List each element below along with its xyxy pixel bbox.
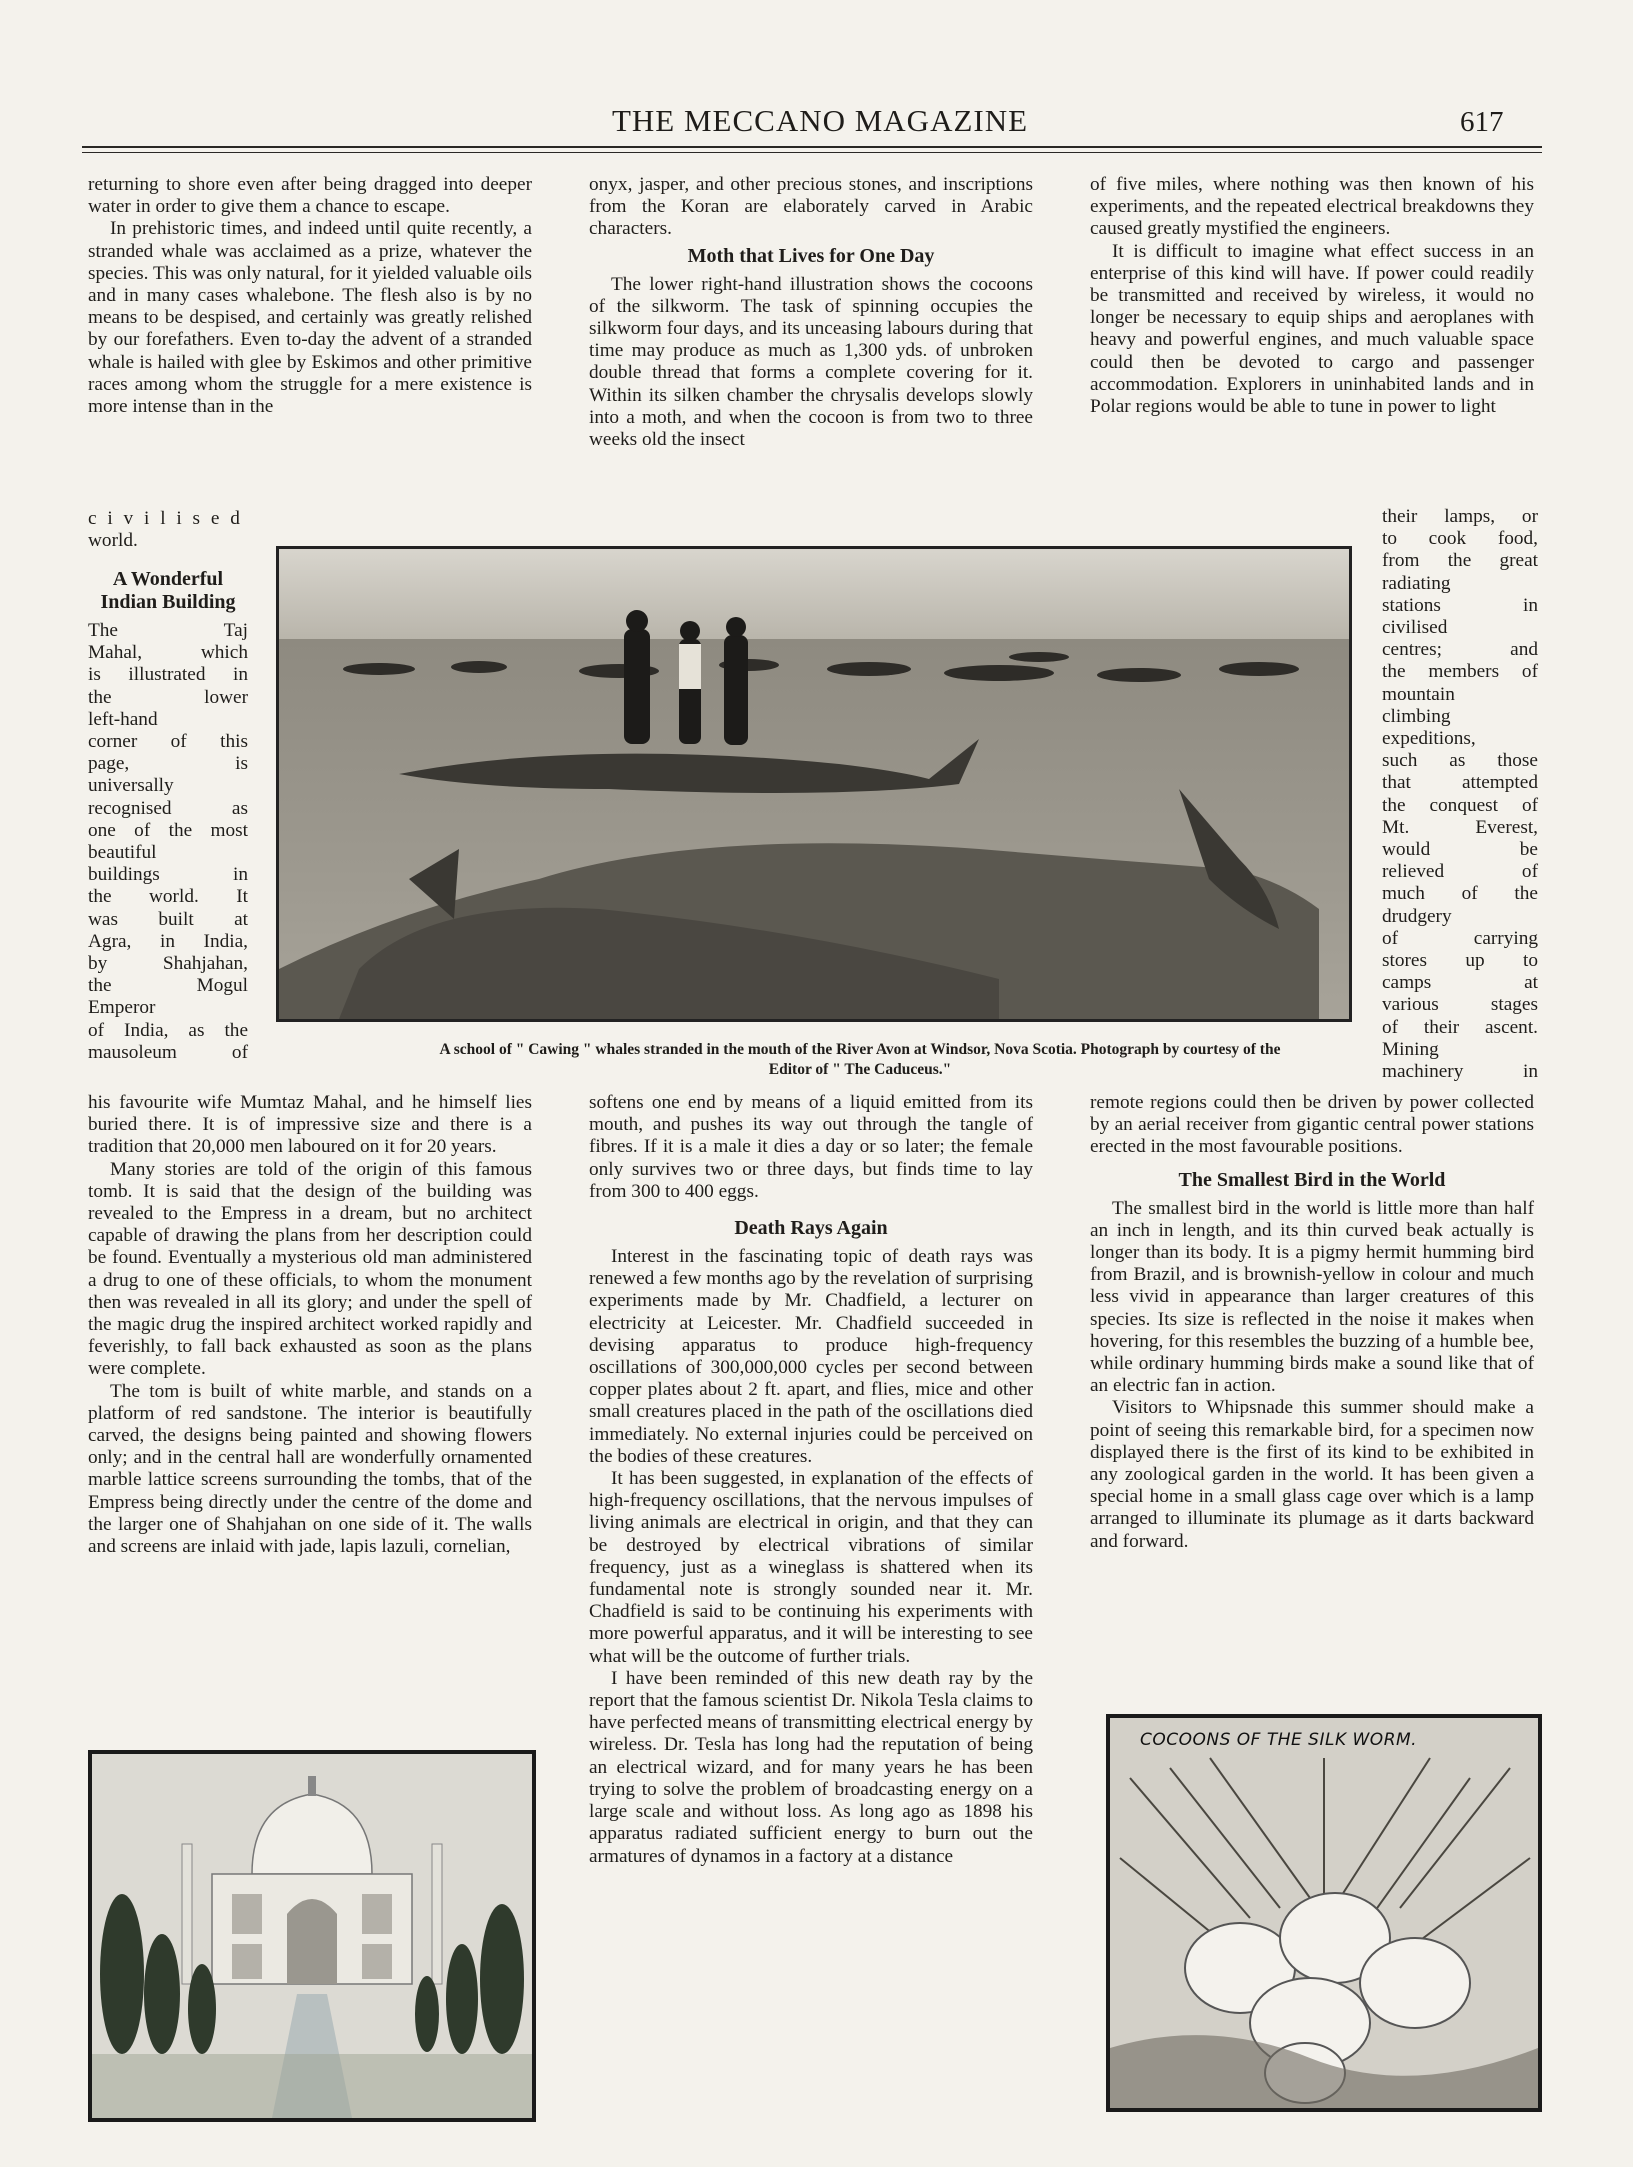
text-line: of their ascent. <box>1382 1016 1538 1038</box>
paragraph: onyx, jasper, and other precious stones, and inscriptions from the Koran are elaborately carved in Arabic characters. <box>589 174 1033 240</box>
text-line: mountain <box>1382 683 1455 705</box>
text-line: to cook food, <box>1382 528 1538 550</box>
text-line: stores up to <box>1382 950 1538 972</box>
text-line: by Shahjahan, <box>88 953 248 975</box>
text-line: much of the <box>1382 883 1538 905</box>
text-line: stations in <box>1382 594 1538 616</box>
right-column-bottom <box>1090 1092 1534 1553</box>
text-line: of India, as the <box>88 1019 248 1041</box>
section-heading: Death Rays Again <box>734 1217 888 1240</box>
taj-mahal-illustration <box>88 1750 536 2122</box>
text-line: drudgery <box>1382 905 1452 927</box>
text-line: centres; and <box>1382 639 1538 661</box>
header-rule-thin <box>82 152 1542 153</box>
photo-caption <box>310 1040 1410 1080</box>
text-line: recognised as <box>88 797 248 819</box>
section-heading: A Wonderful Indian Building <box>100 568 236 613</box>
cocoon-image-label: COCOONS OF THE SILK WORM. <box>1140 1730 1418 1750</box>
paragraph: It is difficult to imagine what effect success in an enterprise of this kind will have. If power could readily be transmitted and received by wireless, it would no longer be necessary to equip ships and aeroplanes with heavy and powerful engines, and much valuable space could then be devoted to cargo and passenger accommodation. Explorers in uninhabited lands and in Polar regions would be able to tune in power to light <box>1090 240 1534 418</box>
paragraph: remote regions could then be driven by power collected by an aerial receiver from gigantic central power stations erected in the most favourable positions. <box>1090 1092 1534 1158</box>
text-line: expeditions, <box>1382 728 1476 750</box>
middle-column-bottom <box>589 1092 1033 1868</box>
text-line: the lower <box>88 686 248 708</box>
left-column-bottom <box>88 1092 532 1558</box>
text-line: The Taj <box>88 620 248 641</box>
paragraph: The smallest bird in the world is little more than half an inch in length, and its thin curved beak actually is longer than its body. It is a pigmy hermit humming bird from Brazil, and is brownish-yellow in colour and much less vivid in appearance than larger creatures of this species. Its size is reflected in the noise it makes when hovering, for this resembles the buzzing of a humble bee, while ordinary humming birds make a sound like that of an electric fan in action. <box>1090 1197 1534 1397</box>
paragraph: The lower right-hand illustration shows the cocoons of the silkworm. The task of spinning occupies the silkworm four days, and its unceasing labours during that time may produce as much as 1,300 yds. of unbroken double thread that forms a complete covering for it. Within its silken chamber the chrysalis develops slowly into a moth, and when the cocoon is from two to three weeks old the insect <box>589 273 1033 451</box>
text-line: left-hand <box>88 708 158 730</box>
paragraph: Many stories are told of the origin of this famous tomb. It is said that the design of the building was revealed to the Empress in a dream, but no architect capable of drawing the plans from her description could be found. Eventually a mysterious old man administered a drug to one of these officials, to whom the monument then was revealed in all its glory; and under the spell of the magic drug the inspired architect worked rapidly and feverishly, to fall back exhausted as soon as the plans were complete. <box>88 1158 532 1380</box>
paragraph: It has been suggested, in explanation of the effects of high-frequency oscillations, that the nervous impulses of living animals are electrical in origin, and that they can be destroyed by electrical vibrations of similar frequency, just as a wineglass is shattered when its fundamental note is strongly sounded near it. Mr. Chadfield is said to be continuing his experiments with more powerful apparatus, and it will be interesting to see what will be the outcome of further trials. <box>589 1468 1033 1667</box>
text-line: climbing <box>1382 705 1451 727</box>
paragraph: softens one end by means of a liquid emitted from its mouth, and pushes its way out through the tangle of fibres. If it is a male it dies a day or so later; the female only survives two or three days, but finds time to lay from 300 to 400 eggs. <box>589 1092 1033 1202</box>
section-heading: The Smallest Bird in the World <box>1178 1168 1446 1191</box>
text-line: that attempted <box>1382 772 1538 794</box>
text-line: such as those <box>1382 750 1538 772</box>
text-line: the conquest of <box>1382 794 1538 816</box>
text-line: c i v i l i s e d <box>88 508 243 529</box>
text-line: of carrying <box>1382 927 1538 949</box>
right-lines <box>1382 506 1538 1083</box>
text-line: from the great <box>1382 550 1538 572</box>
left-column-top <box>88 174 532 418</box>
text-line: various stages <box>1382 994 1538 1016</box>
text-line: Mining <box>1382 1038 1439 1060</box>
text-line: page, is <box>88 753 248 775</box>
whale-photograph <box>276 546 1352 1022</box>
paragraph: The tom is built of white marble, and stands on a platform of red sandstone. The interior is beautifully carved, the designs being painted and showing flowers only; and in the central hall are wonderfully ornamented marble lattice screens surrounding the tombs, that of the Empress being directly under the centre of the dome and the larger one of Shahjahan on one side of it. The walls and screens are inlaid with jade, lapis lazuli, cornelian, <box>88 1380 532 1558</box>
text-line: beautiful <box>88 842 157 864</box>
text-line: corner of this <box>88 731 248 753</box>
text-line: Mahal, which <box>88 642 248 664</box>
text-line: is illustrated in <box>88 664 248 686</box>
text-line: civilised <box>1382 617 1448 639</box>
taj-lines <box>88 620 248 1064</box>
text-line: buildings in <box>88 864 248 886</box>
text-line: universally <box>88 775 174 797</box>
text-line: would be <box>1382 839 1538 861</box>
magazine-title: THE MECCANO MAGAZINE <box>611 103 1029 138</box>
caption-line: Editor of " The Caduceus." <box>768 1061 952 1078</box>
right-narrow-column <box>1382 506 1538 1083</box>
text-line: world. <box>88 530 138 552</box>
text-line: relieved of <box>1382 861 1538 883</box>
header-rule <box>82 146 1542 148</box>
text-line: the world. It <box>88 886 248 908</box>
text-line: radiating <box>1382 572 1451 594</box>
silkworm-cocoons-illustration <box>1106 1714 1542 2112</box>
text-line: mausoleum of <box>88 1041 248 1063</box>
whale-scene-image <box>279 549 1349 1019</box>
paragraph: his favourite wife Mumtaz Mahal, and he himself lies buried there. It is of impressive size and there is a tradition that 20,000 men laboured on it for 20 years. <box>88 1092 532 1158</box>
paragraph: of five miles, where nothing was then known of his experiments, and the repeated electrical breakdowns they caused greatly mystified the engineers. <box>1090 174 1534 240</box>
paragraph: Interest in the fascinating topic of death rays was renewed a few months ago by the revelation of surprising experiments made by Mr. Chadfield, a lecturer on electricity at Leicester. Mr. Chadfield succeeded in devising apparatus to produce high-frequency oscillations of 300,000,000 cycles per second between copper plates about 2 ft. apart, and flies, mice and other small creatures placed in the path of the oscillations died immediately. No external injuries could be perceived on the bodies of these creatures. <box>589 1246 1033 1467</box>
text-line: machinery in <box>1382 1061 1538 1083</box>
text-line: was built at <box>88 908 248 930</box>
text-line: one of the most <box>88 819 248 841</box>
taj-narrow-column <box>88 564 248 1064</box>
paragraph: returning to shore even after being dragged into deeper water in order to give them a chance to escape. <box>88 174 532 218</box>
paragraph: Visitors to Whipsnade this summer should make a point of seeing this remarkable bird, for a specimen now displayed there is the first of its kind to be exhibited in any zoological garden in the world. It has been given a special home in a small glass cage over which is a lamp arranged to illuminate its plumage as it darts backward and forward. <box>1090 1397 1534 1552</box>
text-line: Agra, in India, <box>88 930 248 952</box>
middle-column-top <box>589 174 1033 451</box>
taj-mahal-image <box>92 1754 532 2118</box>
caption-line: A school of " Cawing " whales stranded in the mouth of the River Avon at Windsor, Nova Scotia. Photograph by courtesy of the <box>439 1041 1281 1058</box>
text-line: Emperor <box>88 997 156 1019</box>
text-line: Mt. Everest, <box>1382 816 1538 838</box>
page-number: 617 <box>1460 106 1504 138</box>
left-column-tail <box>88 508 248 552</box>
right-column-top <box>1090 174 1534 418</box>
text-line: camps at <box>1382 972 1538 994</box>
cocoons-image <box>1110 1718 1538 2108</box>
paragraph: In prehistoric times, and indeed until quite recently, a stranded whale was acclaimed as a prize, whatever the species. This was only natural, for it yielded valuable oils and in many cases whalebone. The flesh also is by no means to be despised, and certainly was greatly relished by our forefathers. Even to-day the advent of a stranded whale is hailed with glee by Eskimos and other primitive races among whom the struggle for a mere existence is more intense than in the <box>88 218 532 418</box>
text-line: the members of <box>1382 661 1538 683</box>
text-line: the Mogul <box>88 975 248 997</box>
paragraph: I have been reminded of this new death ray by the report that the famous scientist Dr. Nikola Tesla claims to have perfected means of transmitting electrical energy by wireless. Dr. Tesla has long had the reputation of being an electrical wizard, and for many years he has been trying to solve the problem of broadcasting energy on a large scale and without loss. As long ago as 1898 his apparatus radiated sufficient energy to burn out the armatures of dynamos in a factory at a distance <box>589 1667 1033 1867</box>
section-heading: Moth that Lives for One Day <box>687 244 935 267</box>
text-line: their lamps, or <box>1382 506 1538 527</box>
